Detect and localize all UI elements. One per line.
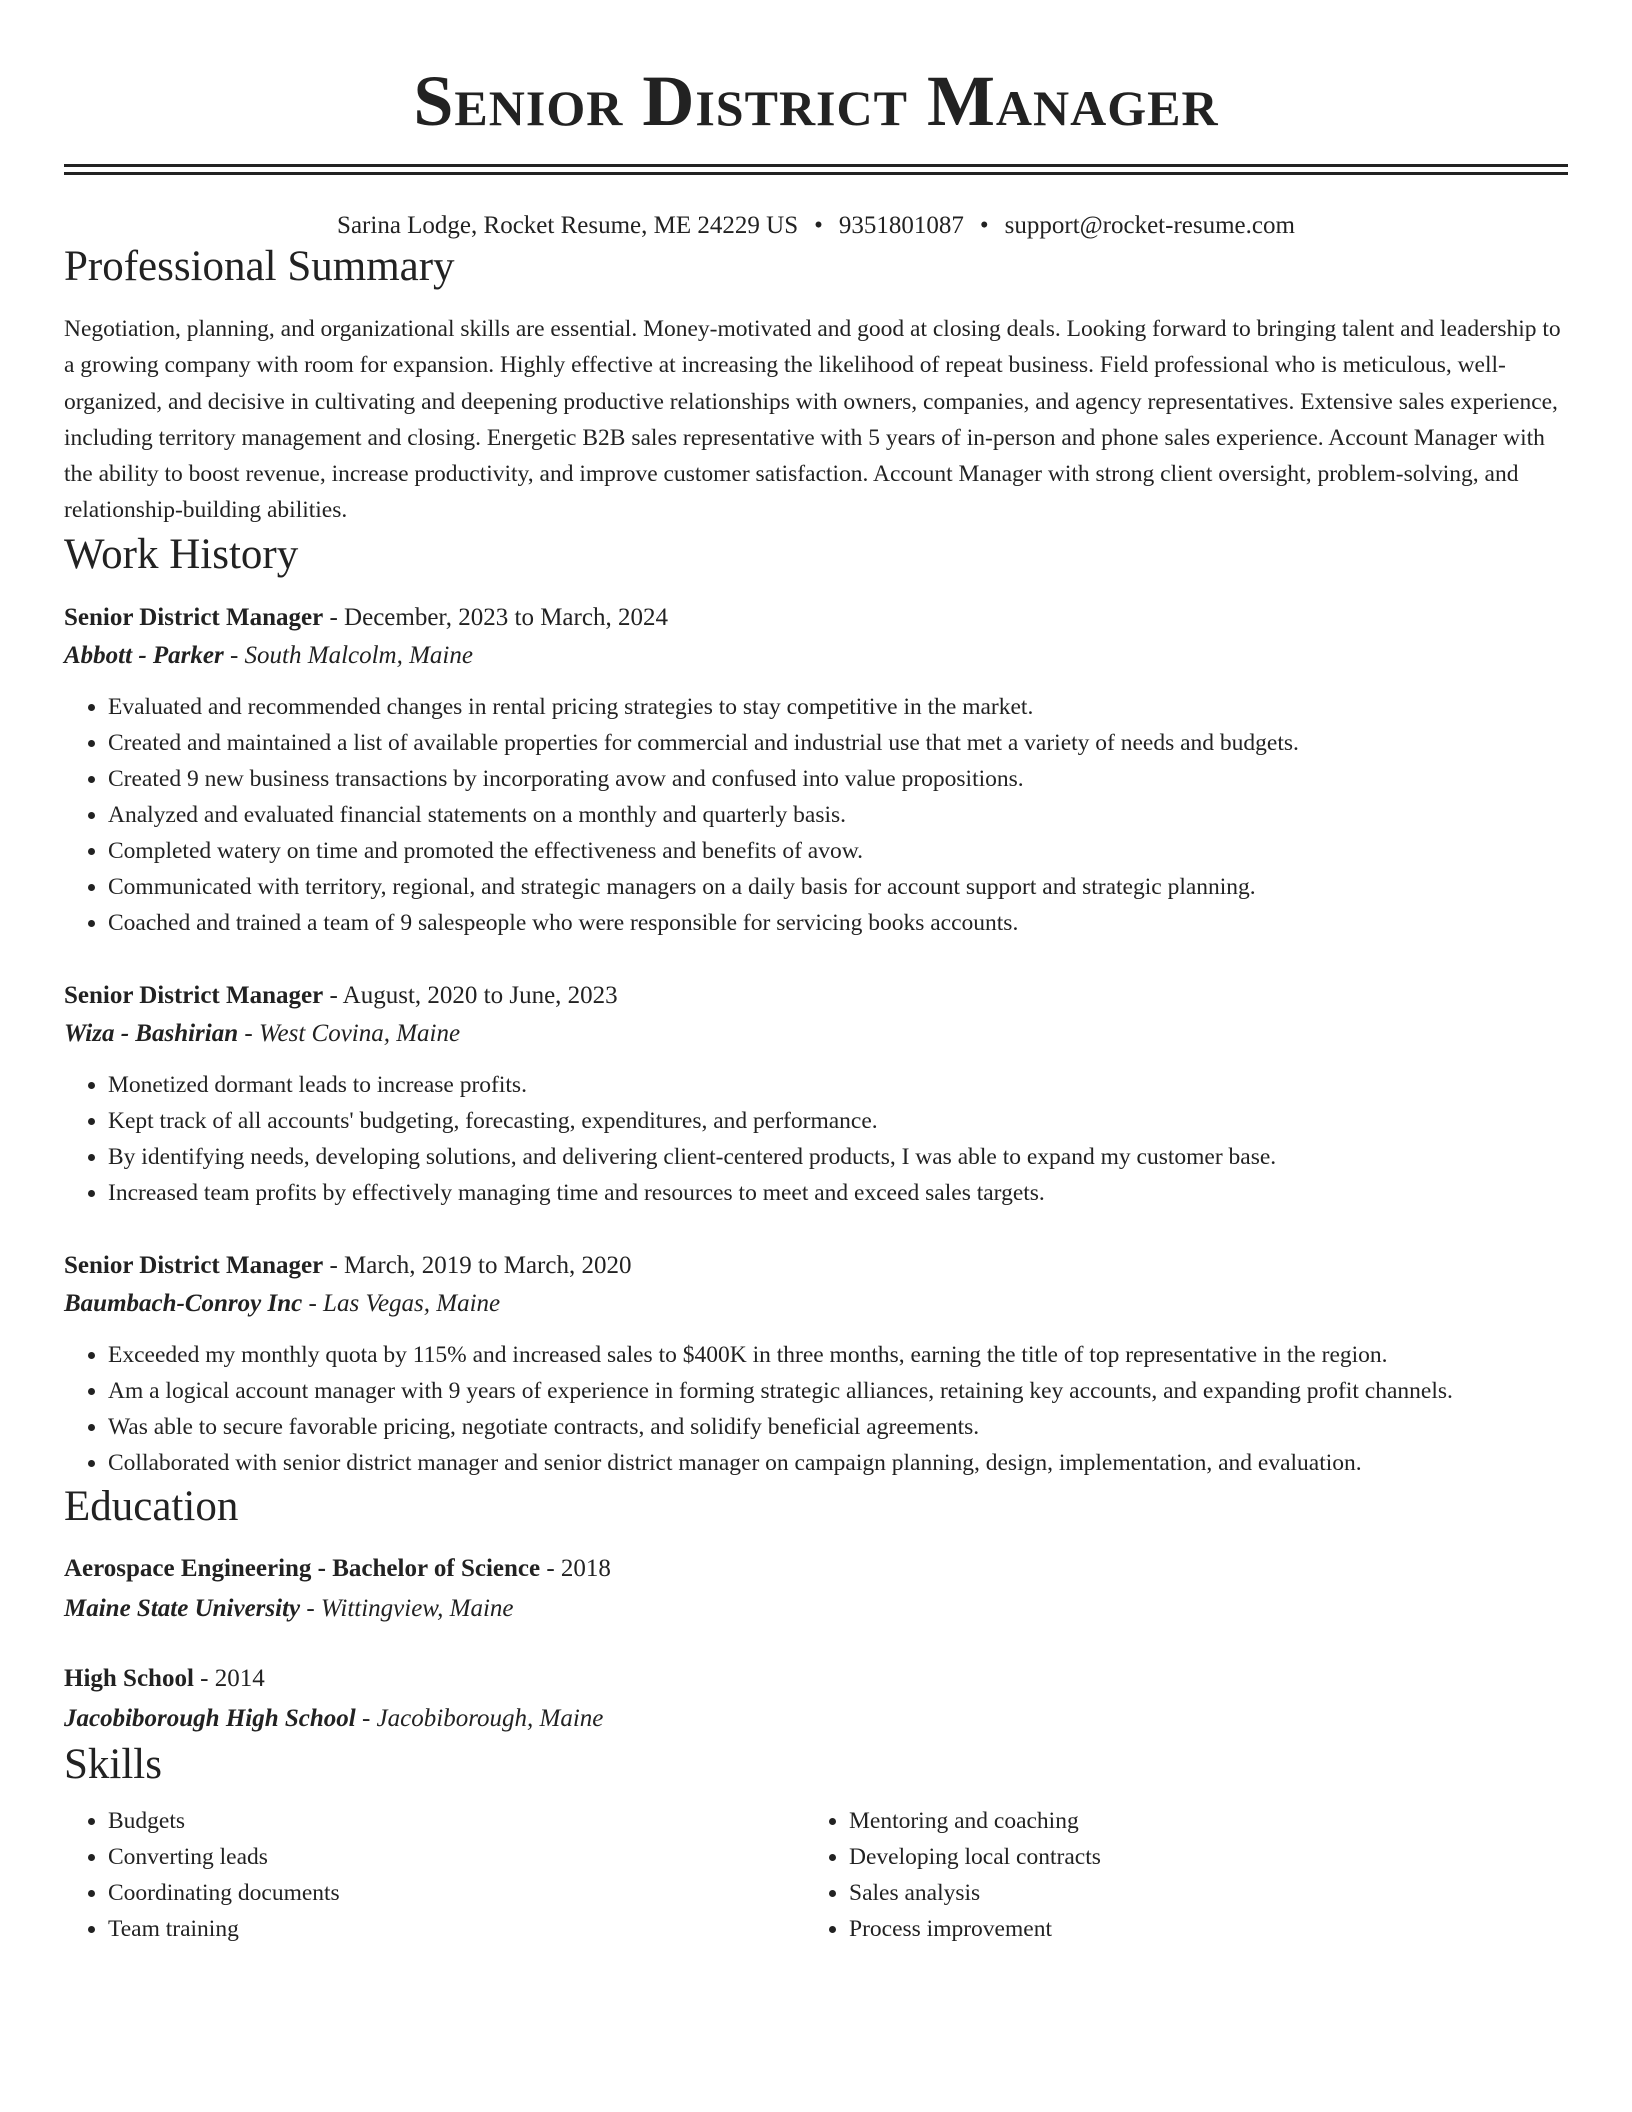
- skill-item: • Sales analysis: [849, 1875, 1546, 1911]
- job-bullets: [64, 1067, 1568, 1211]
- job-title-line: [64, 1247, 1568, 1285]
- job-location: - South Malcolm, Maine: [223, 641, 473, 669]
- education-degree: High School: [64, 1664, 194, 1692]
- contact-separator: •: [979, 212, 989, 239]
- job-company-line: [64, 637, 1568, 675]
- job-bullet: • Communicated with territory, regional, and strategic managers on a daily basis for account support and strategic planning.: [108, 869, 1568, 905]
- skill-item: • Process improvement: [849, 1911, 1546, 1947]
- contact-phone: 9351801087: [838, 212, 964, 239]
- skills-columns: [64, 1803, 1568, 1947]
- job-bullet: • Kept track of all accounts' budgeting, forecasting, expenditures, and performance.: [108, 1103, 1568, 1139]
- education-entry: [64, 1549, 1568, 1629]
- job-bullet: • Monetized dormant leads to increase profits.: [108, 1067, 1568, 1103]
- skills-column-right: [805, 1803, 1546, 1947]
- skill-item: • Budgets: [108, 1803, 805, 1839]
- contact-address: Sarina Lodge, Rocket Resume, ME 24229 US: [337, 212, 799, 239]
- job-bullets: [64, 1337, 1568, 1481]
- job-location: - Las Vegas, Maine: [302, 1289, 501, 1317]
- skill-item: • Coordinating documents: [108, 1875, 805, 1911]
- contact-line: [64, 211, 1568, 241]
- education-entry: [64, 1659, 1568, 1739]
- contact-separator: •: [814, 212, 823, 239]
- skill-item: • Team training: [108, 1911, 805, 1947]
- education-location: - Wittingview, Maine: [300, 1594, 514, 1622]
- job-dates: - August, 2020 to June, 2023: [323, 981, 618, 1009]
- education-school: Maine State University: [64, 1594, 301, 1622]
- summary-text: Negotiation, planning, and organizational skills are essential. Money-motivated and good at closing deals. Looking forward to bringing talent and leadership to a growing company with room for expansion. Highly effective at increasing the likelihood of repeat business. Field professional who is meticulous, well-organized, and decisive in cultivating and deepening productive relationships with owners, companies, and agency representatives. Extensive sales experience, including territory management and closing. Energetic B2B sales representative with 5 years of in-person and phone sales experience. Account Manager with the ability to boost revenue, increase productivity, and improve customer satisfaction. Account Manager with strong client oversight, problem-solving, and relationship-building abilities.: [64, 316, 1561, 524]
- resume-title: Senior District Manager: [413, 61, 1219, 141]
- job-company: Baumbach-Conroy Inc: [64, 1289, 303, 1317]
- job-title-line: [64, 599, 1568, 637]
- skill-item: • Mentoring and coaching: [849, 1803, 1546, 1839]
- job-bullet: • Am a logical account manager with 9 years of experience in forming strategic alliances, retaining key accounts, and expanding profit channels.: [108, 1373, 1568, 1409]
- job-bullet: • Collaborated with senior district manager and senior district manager on campaign planning, design, implementation, and evaluation.: [108, 1445, 1568, 1481]
- skills-column-left: [64, 1803, 805, 1947]
- job-bullet: • Analyzed and evaluated financial statements on a monthly and quarterly basis.: [108, 797, 1568, 833]
- job-title: Senior District Manager: [64, 981, 324, 1009]
- job-bullet: • Exceeded my monthly quota by 115% and increased sales to $400K in three months, earning the title of top representative in the region.: [108, 1337, 1568, 1373]
- job-location: - West Covina, Maine: [238, 1019, 461, 1047]
- job-bullet: • Increased team profits by effectively managing time and resources to meet and exceed sales targets.: [108, 1175, 1568, 1211]
- education-year: - 2014: [193, 1664, 265, 1692]
- skill-item: • Developing local contracts: [849, 1839, 1546, 1875]
- job-title-line: [64, 977, 1568, 1015]
- summary-heading: Professional Summary: [64, 243, 455, 290]
- education-school-line: [64, 1589, 1568, 1629]
- job-dates: - March, 2019 to March, 2020: [323, 1251, 632, 1279]
- job-company: Abbott - Parker: [64, 641, 224, 669]
- job-bullet: • Evaluated and recommended changes in rental pricing strategies to stay competitive in the market.: [108, 689, 1568, 725]
- job-bullet: • Coached and trained a team of 9 salespeople who were responsible for servicing books accounts.: [108, 905, 1568, 941]
- job-bullet: • Created 9 new business transactions by incorporating avow and confused into value propositions.: [108, 761, 1568, 797]
- education-degree-line: [64, 1659, 1568, 1699]
- job-title: Senior District Manager: [64, 1251, 324, 1279]
- education-school-line: [64, 1699, 1568, 1739]
- contact-email[interactable]: support@rocket-resume.com: [1004, 212, 1295, 239]
- job-company-line: [64, 1015, 1568, 1053]
- education-heading: Education: [64, 1482, 239, 1530]
- education-degree-line: [64, 1549, 1568, 1589]
- job-company-line: [64, 1285, 1568, 1323]
- job-bullet: • Was able to secure favorable pricing, negotiate contracts, and solidify beneficial agreements.: [108, 1409, 1568, 1445]
- education-location: - Jacobiborough, Maine: [355, 1704, 604, 1732]
- education-year: - 2018: [540, 1554, 611, 1582]
- work-history-heading: Work History: [64, 530, 299, 578]
- job-company: Wiza - Bashirian: [64, 1019, 239, 1047]
- job-title: Senior District Manager: [64, 603, 324, 631]
- title-divider: [64, 164, 1568, 175]
- job-bullet: • Created and maintained a list of available properties for commercial and industrial use that met a variety of needs and budgets.: [108, 725, 1568, 761]
- job-entry: [64, 1247, 1568, 1481]
- job-bullet: • By identifying needs, developing solutions, and delivering client-centered products, I was able to expand my customer base.: [108, 1139, 1568, 1175]
- skill-item: • Converting leads: [108, 1839, 805, 1875]
- education-school: Jacobiborough High School: [64, 1704, 356, 1732]
- job-entry: [64, 977, 1568, 1211]
- skills-heading: Skills: [64, 1740, 162, 1788]
- education-degree: Aerospace Engineering - Bachelor of Science: [64, 1554, 541, 1582]
- job-entry: [64, 599, 1568, 941]
- job-bullet: • Completed watery on time and promoted the effectiveness and benefits of avow.: [108, 833, 1568, 869]
- job-bullets: [64, 689, 1568, 941]
- job-dates: - December, 2023 to March, 2024: [323, 603, 668, 631]
